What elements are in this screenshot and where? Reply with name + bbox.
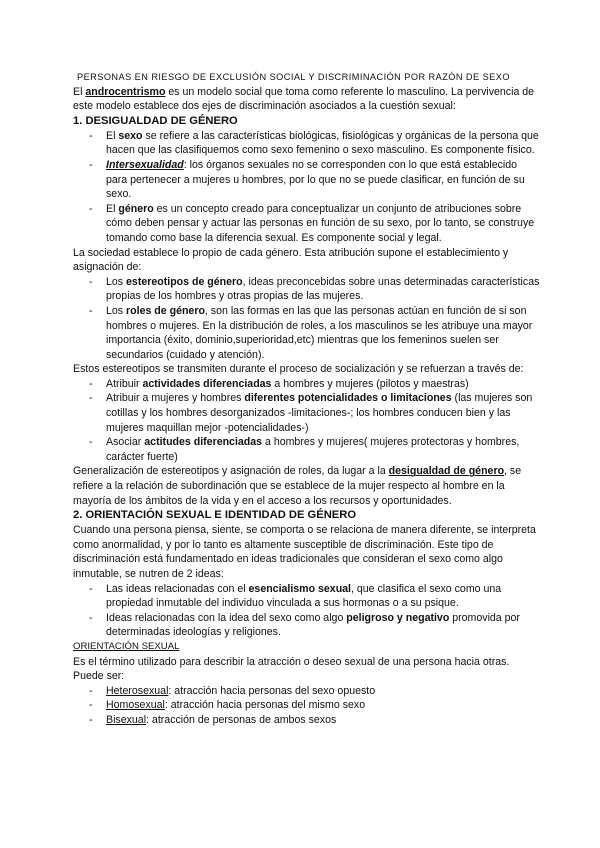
section-heading-2: 2. ORIENTACIÓN SEXUAL E IDENTIDAD DE GÉNERO [73,509,357,522]
list-item: - Los estereotipos de género, ideas preconcebidas sobre unas determinadas características propias de los hombres y otras propias de las mujeres. [73,275,540,304]
list-item: - Intersexualidad: los órganos sexuales no se corresponden con lo que está establecido para pertenecer a mujeres u hombres, por lo que no se puede clasificar, en función de su sexo. [73,158,540,202]
bullet-list [73,377,540,465]
bullet-list [73,582,540,640]
list-item: - Las ideas relacionadas con el esencialismo sexual, que clasifica el sexo como una propiedad inmutable del individuo vinculada a sus hormonas o a su psique. [73,582,540,611]
list-item: - Bisexual: atracción de personas de ambos sexos [73,713,540,728]
list-item: - Homosexual: atracción hacia personas del mismo sexo [73,698,540,713]
intro-paragraph: El androcentrismo es un modelo social que toma como referente lo masculino. La pervivencia de este modelo establece dos ejes de discriminación asociados a la cuestión sexual: [73,85,535,113]
key-term: androcentrismo [85,85,166,98]
list-item: - Atribuir a mujeres y hombres diferentes potencialidades o limitaciones (las mujeres son cotillas y los hombres desorganizados -limitaciones-; los hombres conducen bien y las mujeres maquillan mejor -potencialidades-) [73,391,540,435]
bullet-list [73,275,540,363]
paragraph: Es el término utilizado para describir la atracción o deseo sexual de una persona hacia otras. Puede ser: [73,655,510,683]
list-item: - El sexo se refiere a las características biológicas, fisiológicas y orgánicas de la persona que hacen que las clasifiquemos como sexo femenino o sexo masculino. Es componente físico. [73,129,540,158]
list-item: - Ideas relacionadas con la idea del sexo como algo peligroso y negativo promovida por determinadas ideologías y religiones. [73,611,540,640]
paragraph: Cuando una persona piensa, siente, se comporta o se relaciona de manera diferente, se interpreta como anormalidad, y por lo tanto es altamente susceptible de discriminación. Este tipo de discriminación está fundamentado en ideas tradicionales que consideran el sexo como algo inmutable, se nutren de 2 ideas: [73,524,536,580]
bullet-list [73,684,540,728]
section-heading-1: 1. DESIGUALDAD DE GÉNERO [73,114,238,127]
list-item: - Heterosexual: atracción hacia personas del sexo opuesto [73,684,540,699]
list-item: - El género es un concepto creado para conceptualizar un conjunto de atribuciones sobre cómo deben pensar y actuar las personas en función de su sexo, por lo tanto, se construye tomando como base la diferencia sexual. Es componente social y legal. [73,202,540,246]
list-item: - Los roles de género, son las formas en las que las personas actúan en función de si son hombres o mujeres. En la distribución de roles, a los masculinos se les atribuye una mayor importancia (éxito, dominio,superioridad,etc) mientras que los femeninos suelen ser secundarios (cuidado y atención). [73,304,540,362]
bullet-list [73,129,540,246]
subheading: ORIENTACIÓN SEXUAL [73,640,180,652]
list-item: - Asociar actitudes diferenciadas a hombres y mujeres( mujeres protectoras y hombres, carácter fuerte) [73,435,540,464]
paragraph: La sociedad establece lo propio de cada género. Esta atribución supone el establecimiento y asignación de: [73,246,509,274]
list-item: - Atribuir actividades diferenciadas a hombres y mujeres (pilotos y maestras) [73,377,540,392]
document-header: PERSONAS EN RIESGO DE EXCLUSIÓN SOCIAL Y DISCRIMINACIÓN POR RAZÓN DE SEXO [77,72,510,82]
key-term: desigualdad de género [388,465,505,478]
paragraph: Estos estereotipos se transmiten durante el proceso de socialización y se refuerzan a través de: [73,363,524,376]
paragraph: Generalización de estereotipos y asignación de roles, da lugar a la desigualdad de género, se refiere a la relación de subordinación que se establece de la mujer respecto al hombre en la mayoría de los ámbitos de la vida y en el acceso a los recursos y oportunidades. [73,465,522,507]
